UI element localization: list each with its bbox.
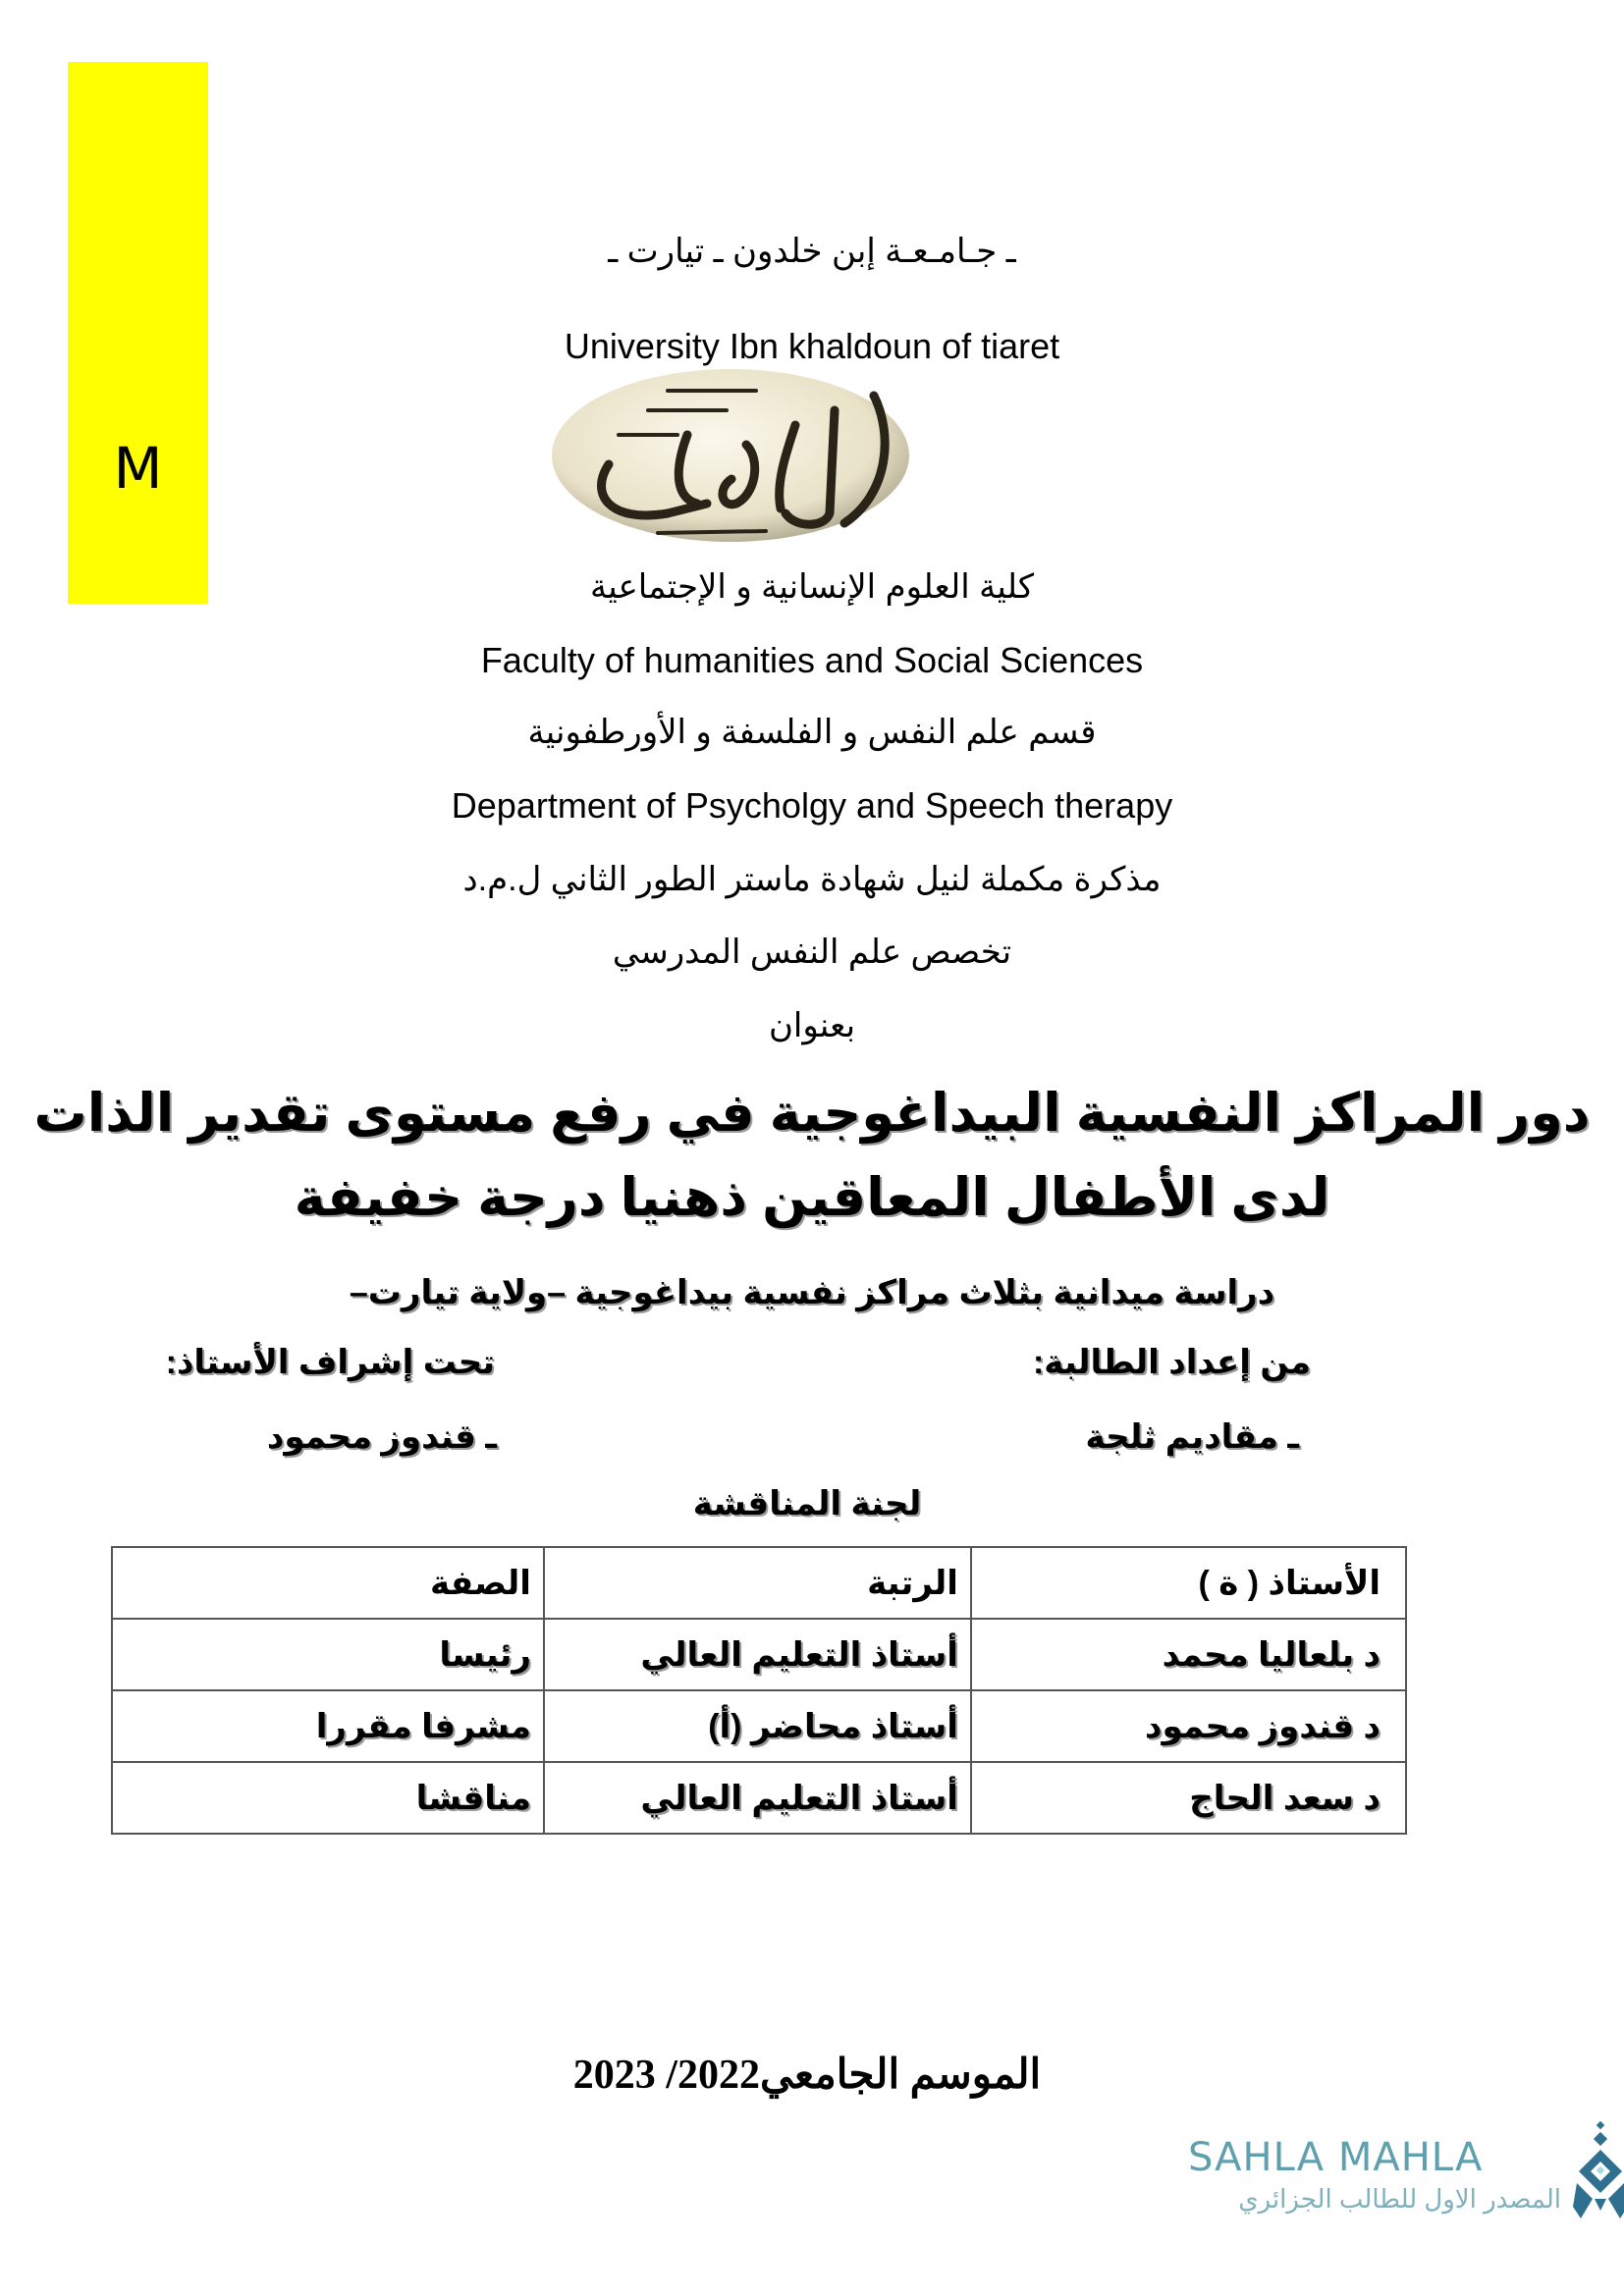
member-role: مشرفا مقررا [112,1690,544,1762]
thesis-title-line-1: دور المراكز النفسية البيداغوجية في رفع مستوى تقدير الذات [33,1084,1591,1143]
supervisor-name: ـ قندوز محمود [266,1418,497,1456]
student-label: من إعداد الطالبة: [1032,1344,1311,1381]
supervisor-label: تحت إشراف الأستاذ: [165,1344,495,1381]
table-row [112,1619,1406,1690]
member-role: رئيسا [112,1619,544,1690]
watermark-title: SAHLA MAHLA [1188,2135,1484,2180]
member-name: د سعد الحاج [971,1762,1406,1834]
specialty: تخصص علم النفس المدرسي [612,934,1012,971]
header-role: الصفة [112,1547,544,1619]
department-name-arabic: قسم علم النفس و الفلسفة و الأورطفونية [527,714,1097,751]
academic-year: الموسم الجامعي2022/ 2023 [572,2053,1042,2098]
member-rank: أستاذ محاضر (أ) [544,1690,971,1762]
table-row [112,1762,1406,1834]
committee-title: لجنة المناقشة [692,1485,922,1522]
faculty-name-arabic: كلية العلوم الإنسانية و الإجتماعية [589,568,1035,606]
student-name: ـ مقاديم ثلجة [1085,1418,1299,1456]
thesis-subtitle: دراسة ميدانية بثلاث مراكز نفسية بيداغوجية –ولاية تيارت– [349,1274,1275,1311]
header-rank: الرتبة [544,1547,971,1619]
university-name-arabic: ـ جـامـعـة إبن خلدون ـ تيارت ـ [608,233,1016,270]
sahla-mahla-watermark [1178,2115,1624,2223]
watermark-subtitle: المصدر الاول للطالب الجزائري [1238,2184,1561,2214]
degree-statement: مذكرة مكملة لنيل شهادة ماستر الطور الثاني ل.م.د [462,861,1162,898]
department-name-english: Department of Psycholgy and Speech therapy [451,785,1173,826]
title-label: بعنوان [768,1007,856,1044]
thesis-title-line-2: لدى الأطفال المعاقين ذهنيا درجة خفيفة [294,1168,1330,1227]
member-rank: أستاذ التعليم العالي [544,1619,971,1690]
marker-letter: M [113,435,163,502]
faculty-name-english: Faculty of humanities and Social Sciences [480,640,1144,680]
header-professor: الأستاذ ( ة ) [971,1547,1406,1619]
sahla-mahla-logo-icon [1571,2120,1624,2223]
university-logo-icon [550,366,911,545]
member-role: مناقشا [112,1762,544,1834]
university-name-english: University Ibn khaldoun of tiaret [564,326,1060,366]
member-name: د قندوز محمود [971,1690,1406,1762]
table-header-row [112,1547,1406,1619]
member-name: د بلعاليا محمد [971,1619,1406,1690]
table-row [112,1690,1406,1762]
member-rank: أستاذ التعليم العالي [544,1762,971,1834]
committee-table [111,1546,1407,1835]
